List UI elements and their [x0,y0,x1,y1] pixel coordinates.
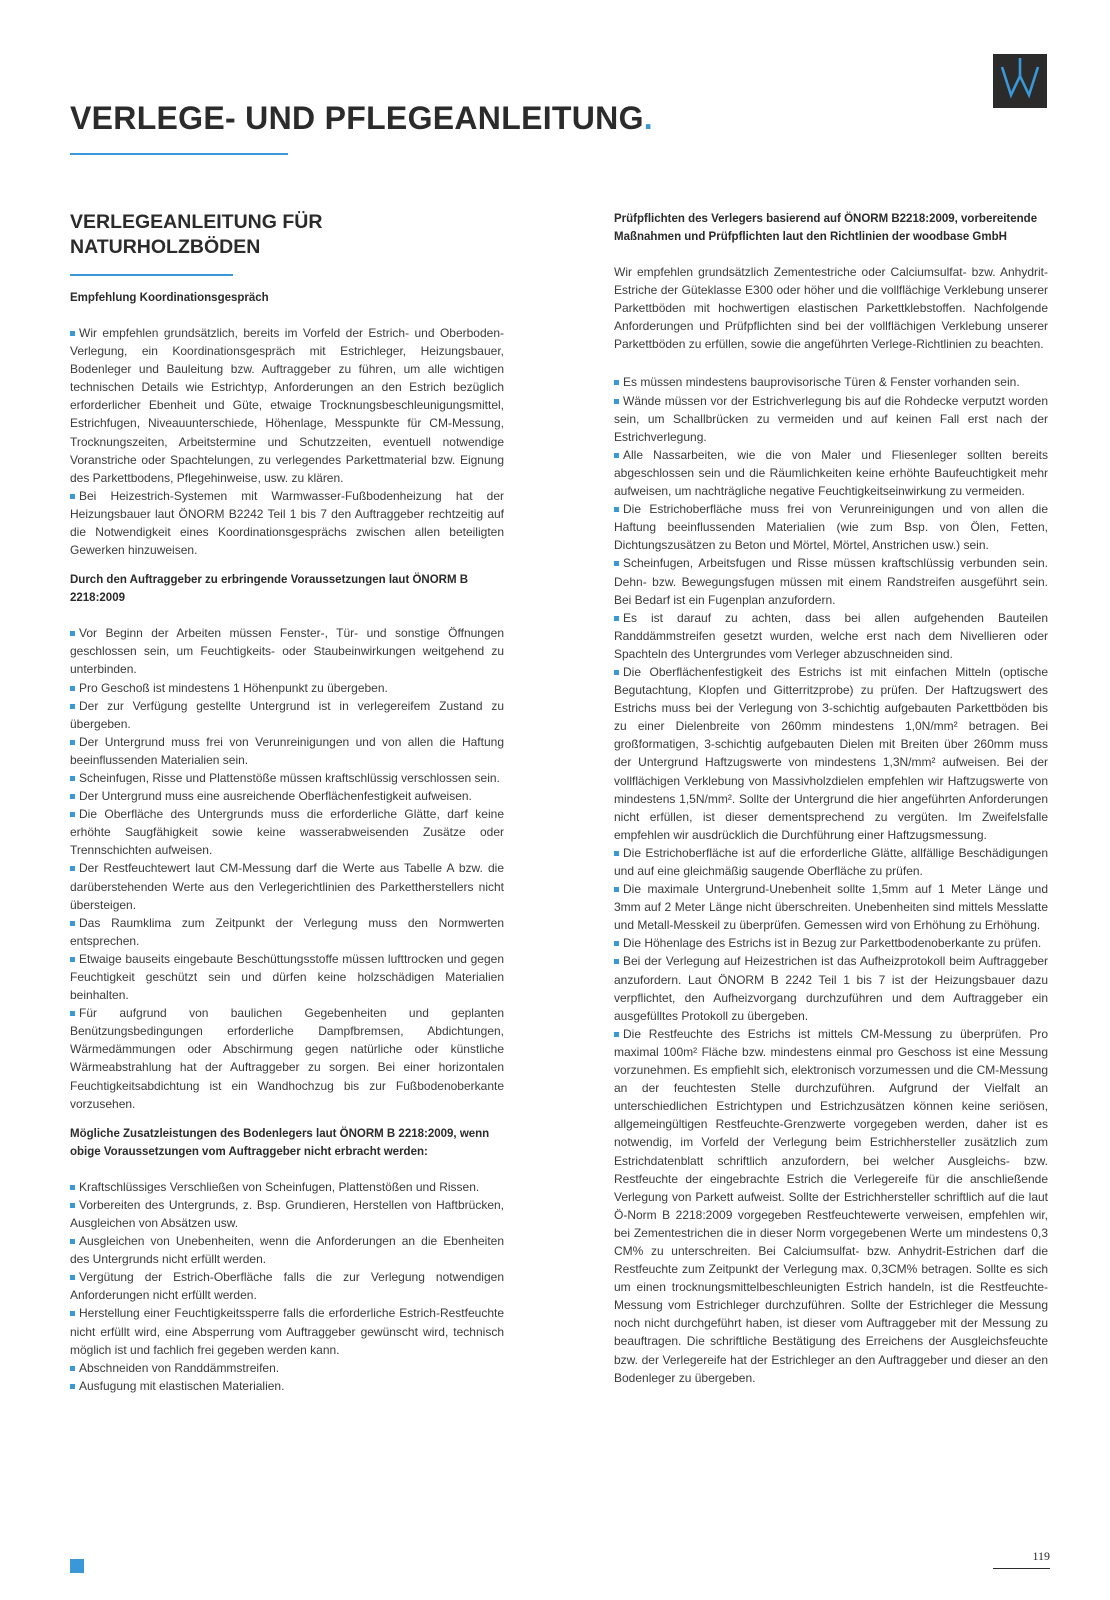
list-item-text: Es ist darauf zu achten, dass bei allen aufgehenden Bauteilen Randdämmstreifen gesetzt wurden, welche erst nach dem Nivellieren oder Spachteln des Untergrundes vom Verleger abzuschneiden sind. [614,610,1048,661]
section-title-line1: VERLEGEANLEITUNG FÜR [70,211,323,233]
bullet-square-icon [614,887,619,892]
list-item-text: Pro Geschoß ist mindestens 1 Höhenpunkt zu übergeben. [79,680,388,695]
heading-pruefpflichten: Prüfpflichten des Verlegers basierend auf ÖNORM B2218:2009, vorbereitende Maßnahmen und Prüfpflichten laut den Richtlinien der woodbase GmbH [614,213,1038,243]
list-item [70,679,504,697]
list-item [614,880,1048,934]
bullet-square-icon [70,866,75,871]
bullet-square-icon [70,1311,75,1316]
list-item-text: Etwaige bauseits eingebaute Beschüttungsstoffe müssen lufttrocken und gegen Feuchtigkeit geschützt sein und dürfen keine holzschädigen Materialien beinhalten. [70,951,504,1003]
bullet-square-icon [614,851,619,856]
list-item [70,950,504,1004]
list-item-text: Die maximale Untergrund-Unebenheit sollte 1,5mm auf 1 Meter Länge und 3mm auf 2 Meter Länge nicht überschreiten. Unebenheiten sind mittels Messlatte und Metall-Messkeil zu überprüfen. Gemessen wird von Erhöhung zu Erhöhung. [614,882,1048,933]
bullet-square-icon [70,776,75,781]
list-item [70,733,504,769]
list-item-text: Der Untergrund muss eine ausreichende Oberflächenfestigkeit aufweisen. [79,789,472,804]
right-column [614,210,1048,1399]
heading-zusatzleistungen: Mögliche Zusatzleistungen des Bodenlegers laut ÖNORM B 2218:2009, wenn obige Voraussetzungen vom Auftraggeber nicht erbracht werden: [70,1127,490,1158]
list-item-text: Der zur Verfügung gestellte Untergrund ist in verlegereifem Zustand zu übergeben. [70,698,504,731]
bullet-square-icon [70,1011,75,1016]
intro-paragraph: Wir empfehlen grundsätzlich Zementestriche oder Calciumsulfat- bzw. Anhydrit-Estriche der Güteklasse E300 oder höher und die vollflächige Verklebung unserer Parkettböden mit hochwertigen elastischen Parkettklebstoffen. Nachfolgende Anforderungen und Prüfpflichten sind bei der vollflächigen Verklebung unserer Parkettböden zu erfüllen, sowie die angeführten Verlege-Richtlinien zu beachten. [614,265,1048,352]
bullet-square-icon [70,1185,75,1190]
page-title [70,100,653,137]
bullet-square-icon [614,616,619,621]
list-item [614,500,1048,554]
bullet-square-icon [70,957,75,962]
bullet-square-icon [614,399,619,404]
section-title-line2: NATURHOLZBÖDEN [70,236,261,258]
title-accent-dot: . [643,100,653,136]
bullet-square-icon [70,331,75,336]
bullet-square-icon [70,1384,75,1389]
page-number: 119 [1032,1549,1050,1563]
bullet-square-icon [70,794,75,799]
title-underline [70,153,288,155]
list-item-text: Wände müssen vor der Estrichverlegung bis auf die Rohdecke verputzt worden sein, um Schallbrücken zu vermeiden und auf keinen Fall erst nach der Estrichverlegung. [614,393,1048,444]
bullet-square-icon [614,959,619,964]
bullet-square-icon [70,740,75,745]
list-item [614,952,1048,1024]
list-item [70,487,504,559]
list-item [614,663,1048,844]
left-column [70,210,504,1407]
w-logo-icon [993,54,1047,108]
list-item [70,324,504,487]
list-item [70,1377,504,1395]
list-item-text: Der Restfeuchtewert laut CM-Messung darf die Werte aus Tabelle A bzw. die darüberstehenden Werte aus den Verlegerichtlinien des Parkettherstellers nicht übersteigen. [70,861,504,912]
bullet-square-icon [70,812,75,817]
list-item [70,697,504,733]
list-item [70,914,504,950]
corner-square-icon [70,1559,84,1573]
bullet-square-icon [614,507,619,512]
bullet-square-icon [614,1032,619,1037]
list-item-text: Bei Heizestrich-Systemen mit Warmwasser-Fußbodenheizung hat der Heizungsbauer laut ÖNORM B2242 Teil 1 bis 7 den Auftraggeber rechtzeitig auf die Notwendigkeit eines Koordinationsgesprächs zwischen allen beteiligten Gewerken hinzuweisen. [70,488,504,558]
list-item-text: Vergütung der Estrich-Oberfläche falls die zur Verlegung notwendigen Anforderungen nicht erfüllt werden. [70,1270,504,1303]
list-item-text: Ausgleichen von Unebenheiten, wenn die Anforderungen an die Ebenheiten des Untergrunds nicht erfüllt werden. [70,1234,504,1267]
list-item [70,1304,504,1358]
list-item-text: Die Oberfläche des Untergrunds muss die erforderliche Glätte, darf keine erhöhte Saugfähigkeit sowie keine wasserabweisenden Zusätze oder Trennschichten aufweisen. [70,807,504,858]
page-title-text: VERLEGE- UND PFLEGEANLEITUNG [70,100,644,136]
heading-koordinationsgespraech: Empfehlung Koordinationsgespräch [70,292,269,304]
list-item [70,805,504,859]
list-item-text: Vorbereiten des Untergrunds, z. Bsp. Grundieren, Herstellen von Haftbrücken, Ausgleichen von Absätzen usw. [70,1197,504,1230]
list-item-text: Die Höhenlage des Estrichs ist in Bezug zur Parkettbodenoberkante zu prüfen. [623,936,1042,951]
bullet-square-icon [614,941,619,946]
list-item-text: Ausfugung mit elastischen Materialien. [79,1378,285,1393]
list-item [70,1359,504,1377]
bullet-square-icon [70,494,75,499]
list-item [70,1004,504,1113]
list-item [70,787,504,805]
list-item-text: Abschneiden von Randdämmstreifen. [79,1360,280,1375]
bullet-list-pruefpflichten [614,373,1048,1386]
bullet-square-icon [614,561,619,566]
list-item [70,1268,504,1304]
list-item-text: Die Oberflächenfestigkeit des Estrichs ist mit einfachen Mitteln (optische Begutachtung, Klopfen und Gitterritzprobe) zu prüfen. Der Haftzugswert des Estrichs muss bei der Verlegung von 3-schichtig aufgebauten Parkettböden bis zu einer Dielenbreite von 260mm mindestens 1,0N/mm² betragen. Bei großformatigen, 3-schichtig aufgebauten Dielen mit Breiten über 260mm muss der Untergrund Haftzugswerte von mindestens 1,3N/mm² aufweisen. Bei der vollflächigen Verklebung von Massivholzdielen empfehlen wir Haftzugswerte von mindestens 1,5N/mm². Sollte der Untergrund die hier angeführten Anforderungen nicht erfüllen, ist dieser dementsprechend zu vergüten. Im Zweifelsfalle empfehlen wir ausdrücklich die Durchführung einer Haftzugsmessung. [614,664,1048,842]
bullet-square-icon [70,1239,75,1244]
list-item [70,624,504,678]
bullet-square-icon [70,1366,75,1371]
list-item-text: Es müssen mindestens bauprovisorische Türen & Fenster vorhanden sein. [623,375,1020,390]
list-item [70,1196,504,1232]
bullet-square-icon [614,380,619,385]
list-item-text: Wir empfehlen grundsätzlich, bereits im Vorfeld der Estrich- und Oberboden-Verlegung, ein Koordinationsgespräch mit Estrichleger, Heizungsbauer, Bodenleger und Bauleitung bzw. Auftraggeber zu führen, um alle wichtigen technischen Details wie Estrichtyp, Anforderungen an den Estrich bezüglich erforderlicher Ebenheit und Güte, etwaige Trocknungsbeschleunigungsmittel, Estrichfugen, Niveauunterschiede, Höhenlage, Messpunkte für CM-Messung, Trocknungszeiten, Arbeitstermine und Schutzzeiten, eventuell notwendige Voranstriche oder Spachtelungen, zu verlegendes Parkettmaterial bzw. Eignung des Parkettbodens, Pflegehinweise, usw. zu klären. [70,326,504,485]
page-number-rule [993,1568,1050,1569]
bullet-square-icon [70,631,75,636]
bullet-square-icon [70,704,75,709]
list-item [614,1025,1048,1387]
list-item [614,554,1048,608]
section-title [70,210,504,260]
list-item [614,373,1048,391]
bullet-square-icon [70,921,75,926]
bullet-square-icon [614,453,619,458]
list-item [614,392,1048,446]
list-item [70,769,504,787]
list-item-text: Der Untergrund muss frei von Verunreinigungen und von allen die Haftung beeinflussenden Materialien sein. [70,734,504,767]
bullet-square-icon [70,686,75,691]
list-item-text: Vor Beginn der Arbeiten müssen Fenster-, Tür- und sonstige Öffnungen geschlossen sein, um Feuchtigkeits- oder Staubeinwirkungen weitgehend zu unterbinden. [70,626,504,677]
list-item [614,934,1048,952]
list-item-text: Die Estrichoberfläche muss frei von Verunreinigungen und von allen die Haftung beeinflussenden Materialien (wie zum Bsp. von Ölen, Fetten, Dichtungszusätzen zu Beton und Mörtel, Mörtel, Anstrichen usw.) sein. [614,502,1048,553]
list-item [70,859,504,913]
list-item [614,844,1048,880]
list-item-text: Für aufgrund von baulichen Gegebenheiten und geplanten Benützungsbedingungen erforderliche Dampfbremsen, Abdichtungen, Wärmedämmungen oder Abschirmung gegen natürliche oder künstliche Wärmeabstrahlung hat der Auftraggeber zu sorgen. Bei einer horizontalen Feuchtigkeitsabdichtung ist ein Wandhochzug bis zur Fußbodenoberkante vorzusehen. [70,1006,504,1111]
bullet-square-icon [70,1275,75,1280]
list-item-text: Die Restfeuchte des Estrichs ist mittels CM-Messung zu überprüfen. Pro maximal 100m² Fläche bzw. mindestens einmal pro Geschoss ist eine Messung vorzunehmen. Es empfiehlt sich, elektronisch vorzumessen und die CM-Messung an der feuchtesten Stelle durchzuführen. Aufgrund der Vielfalt an unterschiedlichen Estrichtypen und Estrichzusätzen können keine seriösen, allgemeingültigen Restfeuchte-Grenzwerte vorgegeben werden, daher ist es notwendig, im Vorfeld der Verlegung beim Estrichhersteller zusätzlich zum Estrichdatenblatt schriftlich anzufordern, bei welcher Ausgleichs- bzw. Restfeuchte der eingebrachte Estrich die Verlegereife für die anschließende Verlegung von Parkett aufweist. Sollte der Estrichhersteller schriftlich auf die laut Ö-Norm B 2218:2009 vorgegeben Restfeuchtewerte verweisen, empfehlen wir, bei Zementestrichen die in dieser Norm vorgegebenen Werte um mindestens 0,3 CM% zu unterschreiten. Bei Calciumsulfat- bzw. Anhydrit-Estrichen darf die Restfeuchte zum Zeitpunkt der Verlegung max. 0,3CM% betragen. Sollte es sich um einen trocknungsmittelbeschleunigten Estrich handeln, ist die Restfeuchte-Messung vom Estrichleger durchzuführen. Sollte der Estrichleger die Messung noch nicht durchgeführt haben, ist dieser vom Auftraggeber mit der Messung zu beauftragen. Die schriftliche Bestätigung des Erreichens der Ausgleichsfeuchte bzw. der Verlegereife hat der Estrichleger an den Auftraggeber und dieser an den Bodenleger zu übergeben. [614,1026,1048,1385]
bullet-list-koordination [70,324,504,559]
list-item-text: Kraftschlüssiges Verschließen von Scheinfugen, Plattenstößen und Rissen. [79,1179,480,1194]
list-item [70,1178,504,1196]
list-item-text: Alle Nassarbeiten, wie die von Maler und Fliesenleger sollten bereits abgeschlossen sein und die Räumlichkeiten keine erhöhte Baufeuchtigkeit mehr aufweisen, um nachträgliche negative Feuchtigkeitseinwirkung zu vermeiden. [614,447,1048,499]
list-item [614,446,1048,500]
bullet-list-zusatzleistungen [70,1178,504,1395]
list-item-text: Herstellung einer Feuchtigkeitssperre falls die erforderliche Estrich-Restfeuchte nicht erfüllt wird, eine Absperrung vom Auftraggeber gewünscht wird, technisch möglich ist und fachlich frei gegeben werden kann. [70,1306,504,1357]
list-item [70,1232,504,1268]
bullet-list-voraussetzungen [70,624,504,1113]
bullet-square-icon [614,670,619,675]
list-item [614,609,1048,663]
bullet-square-icon [70,1203,75,1208]
section-underline [70,274,233,276]
list-item-text: Das Raumklima zum Zeitpunkt der Verlegung muss den Normwerten entsprechen. [70,915,504,948]
heading-voraussetzungen: Durch den Auftraggeber zu erbringende Voraussetzungen laut ÖNORM B 2218:2009 [70,574,469,605]
list-item-text: Die Estrichoberfläche ist auf die erforderliche Glätte, allfällige Beschädigungen und auf eine gleichmäßig saugende Oberfläche zu prüfen. [614,845,1048,878]
list-item-text: Scheinfugen, Risse und Plattenstöße müssen kraftschlüssig verschlossen sein. [79,770,500,785]
list-item-text: Scheinfugen, Arbeitsfugen und Risse müssen kraftschlüssig verbunden sein. Dehn- bzw. Bewegungsfugen müssen mit einem Randstreifen ausgeführt sein. Bei Bedarf ist ein Fugenplan anzufordern. [614,556,1048,607]
list-item-text: Bei der Verlegung auf Heizestrichen ist das Aufheizprotokoll beim Auftraggeber anzufordern. Laut ÖNORM B 2242 Teil 1 bis 7 ist der Heizungsbauer dazu verpflichtet, den Aufheizvorgang durchzuführen und dem Auftraggeber ein ausgefülltes Protokoll zu übergeben. [614,954,1048,1023]
